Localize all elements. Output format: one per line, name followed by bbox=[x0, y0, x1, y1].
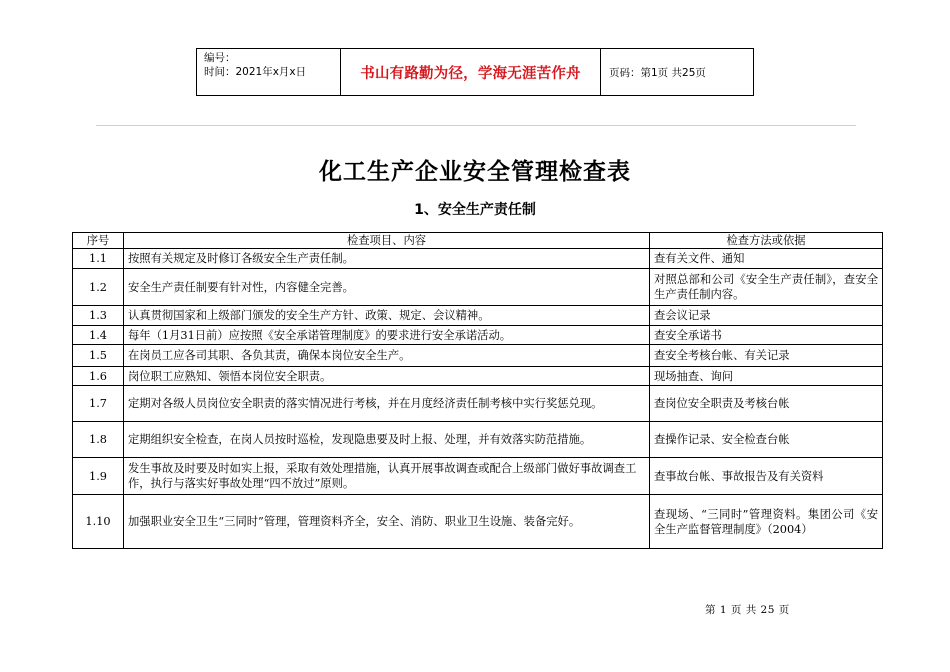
row-method: 查现场、“三同时”管理资料。集团公司《安全生产监督管理制度》（2004） bbox=[650, 495, 883, 549]
document-header bbox=[196, 48, 754, 96]
table-row bbox=[73, 422, 883, 458]
row-method: 查操作记录、安全检查台帐 bbox=[650, 422, 883, 458]
header-motto: 书山有路勤为径，学海无涯苦作舟 bbox=[341, 49, 601, 95]
table-header-row bbox=[73, 233, 883, 249]
divider bbox=[96, 125, 856, 126]
row-method: 对照总部和公司《安全生产责任制》，查安全生产责任制内容。 bbox=[650, 269, 883, 306]
row-number: 1.9 bbox=[73, 458, 124, 495]
table-row bbox=[73, 249, 883, 269]
column-header-method: 检查方法或依据 bbox=[650, 233, 883, 249]
checklist-table bbox=[72, 232, 883, 549]
row-method: 查会议记录 bbox=[650, 306, 883, 326]
row-number: 1.7 bbox=[73, 386, 124, 422]
header-page-info: 页码：第1页 共25页 bbox=[609, 66, 706, 79]
row-item: 每年（1月31日前）应按照《安全承诺管理制度》的要求进行安全承诺活动。 bbox=[124, 326, 650, 345]
row-number: 1.3 bbox=[73, 306, 124, 326]
table-row bbox=[73, 495, 883, 549]
page-footer: 第 1 页 共 25 页 bbox=[705, 604, 790, 616]
table-row bbox=[73, 345, 883, 367]
table-row bbox=[73, 326, 883, 345]
row-method: 现场抽查、询问 bbox=[650, 367, 883, 386]
table-row bbox=[73, 367, 883, 386]
row-item: 发生事故及时要及时如实上报，采取有效处理措施，认真开展事故调查或配合上级部门做好事故调查工作，执行与落实好事故处理“四不放过”原则。 bbox=[124, 458, 650, 495]
table-row bbox=[73, 386, 883, 422]
row-item: 在岗员工应各司其职、各负其责，确保本岗位安全生产。 bbox=[124, 345, 650, 367]
row-number: 1.6 bbox=[73, 367, 124, 386]
row-number: 1.4 bbox=[73, 326, 124, 345]
row-item: 定期组织安全检查，在岗人员按时巡检，发现隐患要及时上报、处理，并有效落实防范措施。 bbox=[124, 422, 650, 458]
row-method: 查事故台帐、事故报告及有关资料 bbox=[650, 458, 883, 495]
row-number: 1.1 bbox=[73, 249, 124, 269]
row-number: 1.2 bbox=[73, 269, 124, 306]
row-number: 1.10 bbox=[73, 495, 124, 549]
row-item: 岗位职工应熟知、领悟本岗位安全职责。 bbox=[124, 367, 650, 386]
page-title: 化工生产企业安全管理检查表 bbox=[319, 159, 631, 185]
row-method: 查岗位安全职责及考核台帐 bbox=[650, 386, 883, 422]
row-item: 安全生产责任制要有针对性，内容健全完善。 bbox=[124, 269, 650, 306]
table-row bbox=[73, 306, 883, 326]
row-item: 加强职业安全卫生“三同时”管理，管理资料齐全，安全、消防、职业卫生设施、装备完好。 bbox=[124, 495, 650, 549]
section-title: 1、安全生产责任制 bbox=[414, 202, 536, 218]
time-label: 时间：2021年x月x日 bbox=[204, 66, 307, 78]
table-row bbox=[73, 458, 883, 495]
row-item: 定期对各级人员岗位安全职责的落实情况进行考核，并在月度经济责任制考核中实行奖惩兑现。 bbox=[124, 386, 650, 422]
header-meta bbox=[197, 49, 341, 95]
row-method: 查有关文件、通知 bbox=[650, 249, 883, 269]
number-label: 编号： bbox=[204, 52, 236, 64]
column-header-item: 检查项目、内容 bbox=[124, 233, 650, 249]
row-number: 1.5 bbox=[73, 345, 124, 367]
table-row bbox=[73, 269, 883, 306]
row-number: 1.8 bbox=[73, 422, 124, 458]
column-header-no: 序号 bbox=[73, 233, 124, 249]
row-method: 查安全承诺书 bbox=[650, 326, 883, 345]
row-item: 认真贯彻国家和上级部门颁发的安全生产方针、政策、规定、会议精神。 bbox=[124, 306, 650, 326]
row-item: 按照有关规定及时修订各级安全生产责任制。 bbox=[124, 249, 650, 269]
row-method: 查安全考核台帐、有关记录 bbox=[650, 345, 883, 367]
